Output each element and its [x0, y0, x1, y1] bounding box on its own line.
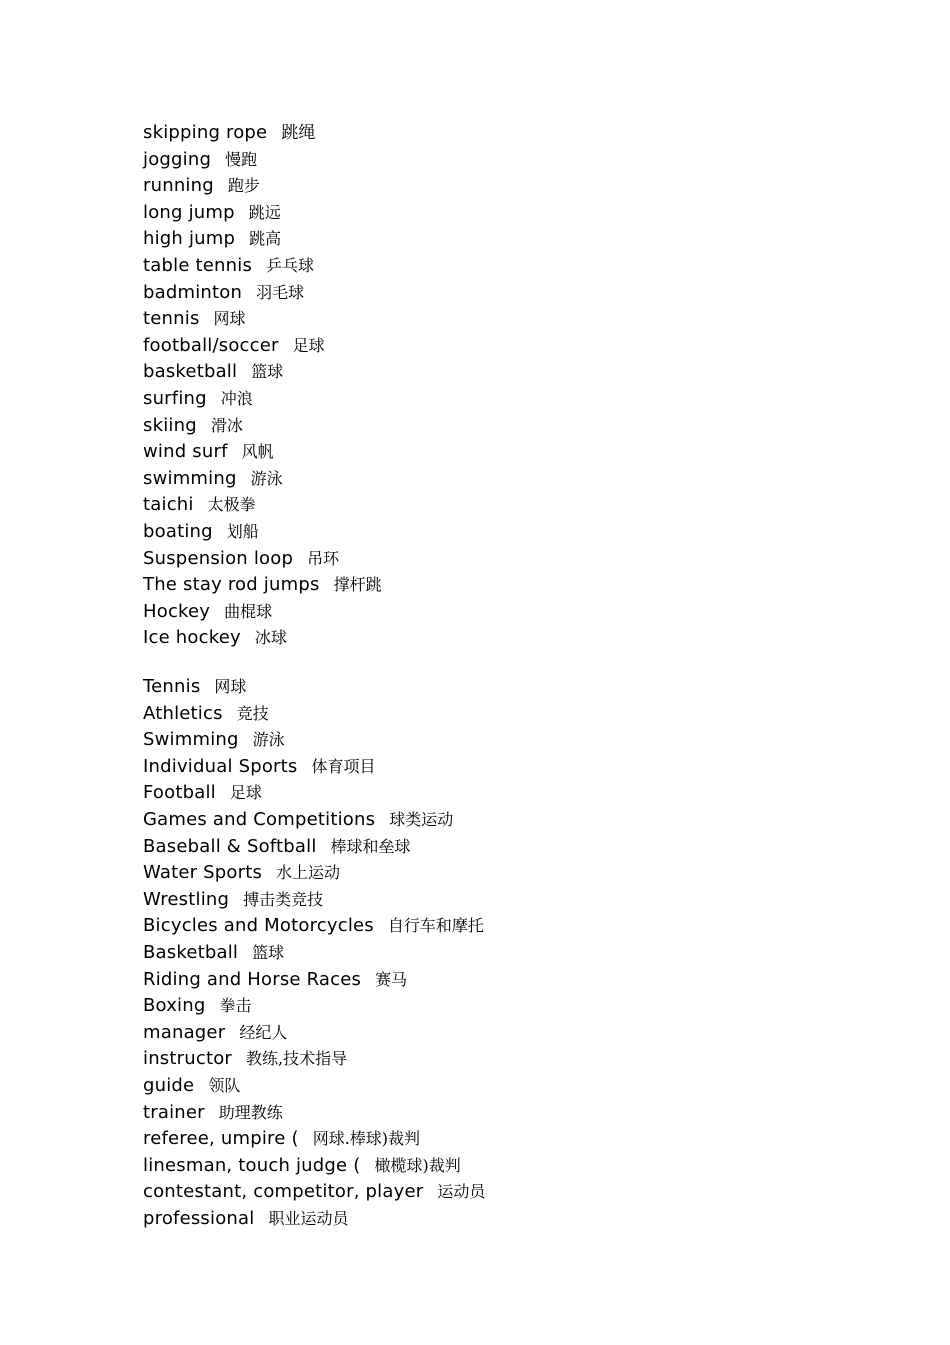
english-term: Hockey [143, 600, 211, 622]
chinese-translation: 滑冰 [210, 415, 243, 435]
english-term: Water Sports [143, 862, 263, 884]
chinese-translation: 冰球 [254, 628, 287, 648]
vocab-entry [143, 332, 382, 359]
chinese-translation: 网球.棒球)裁判 [312, 1129, 421, 1149]
vocab-entry [143, 1019, 485, 1046]
chinese-translation: 游泳 [252, 730, 285, 750]
vocab-entry [143, 545, 382, 572]
english-term: swimming [143, 467, 237, 489]
english-term: running [143, 175, 214, 197]
chinese-translation: 领队 [208, 1075, 241, 1095]
vocab-entry [143, 1045, 485, 1072]
chinese-translation: 经纪人 [239, 1022, 288, 1042]
chinese-translation: 冲浪 [220, 388, 253, 408]
chinese-translation: 划船 [226, 521, 259, 541]
vocab-entry [143, 252, 382, 279]
english-term: basketball [143, 361, 238, 383]
chinese-translation: 网球 [214, 677, 247, 696]
vocab-entry [143, 225, 382, 252]
english-term: Bicycles and Motorcycles [143, 915, 374, 937]
vocab-entry [143, 1178, 485, 1205]
chinese-translation: 曲棍球 [224, 601, 273, 621]
vocab-entry [143, 598, 382, 625]
vocab-entry [143, 966, 485, 993]
chinese-translation: 助理教练 [218, 1102, 283, 1122]
vocab-entry [143, 119, 382, 146]
english-term: Basketball [143, 941, 239, 963]
vocab-entry [143, 779, 485, 806]
chinese-translation: 篮球 [251, 362, 284, 382]
english-term: trainer [143, 1101, 205, 1123]
english-term: Athletics [143, 702, 223, 724]
chinese-translation: 体育项目 [311, 756, 376, 776]
vocab-entry [143, 753, 485, 780]
vocab-entry [143, 172, 382, 199]
vocab-entry [143, 518, 382, 545]
vocab-entry [143, 358, 382, 385]
chinese-translation: 太极拳 [207, 495, 256, 515]
vocab-entry [143, 491, 382, 518]
vocab-entry [143, 700, 485, 727]
english-term: Football [143, 782, 216, 804]
vocabulary-list-categories [143, 673, 485, 1231]
chinese-translation: 跳高 [249, 229, 282, 249]
chinese-translation: 慢跑 [225, 149, 258, 169]
vocabulary-list-general [143, 119, 382, 651]
english-term: professional [143, 1207, 255, 1229]
chinese-translation: 足球 [292, 335, 325, 355]
english-term: contestant, competitor, player [143, 1181, 424, 1203]
chinese-translation: 吊环 [307, 548, 340, 568]
english-term: Games and Competitions [143, 808, 376, 830]
vocab-entry [143, 859, 485, 886]
english-term: Baseball & Softball [143, 835, 317, 857]
english-term: manager [143, 1021, 226, 1043]
english-term: high jump [143, 228, 236, 250]
english-term: table tennis [143, 254, 253, 276]
chinese-translation: 乒乓球 [266, 255, 315, 275]
chinese-translation: 橄榄球)裁判 [374, 1155, 461, 1175]
english-term: Swimming [143, 729, 239, 751]
english-term: instructor [143, 1048, 233, 1070]
chinese-translation: 球类运动 [389, 809, 454, 829]
vocab-entry [143, 992, 485, 1019]
chinese-translation: 跑步 [227, 176, 260, 196]
chinese-translation: 自行车和摩托 [387, 916, 484, 936]
english-term: jogging [143, 148, 212, 170]
vocab-entry [143, 806, 485, 833]
english-term: Individual Sports [143, 755, 298, 777]
vocab-entry [143, 1205, 485, 1232]
english-term: skiing [143, 414, 197, 436]
english-term: Suspension loop [143, 547, 294, 569]
english-term: football/soccer [143, 334, 279, 356]
english-term: linesman, touch judge ( [143, 1154, 361, 1176]
vocab-entry [143, 1099, 485, 1126]
english-term: surfing [143, 387, 207, 409]
english-term: referee, umpire ( [143, 1128, 299, 1150]
chinese-translation: 篮球 [252, 942, 285, 962]
vocab-entry [143, 912, 485, 939]
vocab-entry [143, 571, 382, 598]
vocab-entry [143, 412, 382, 439]
english-term: Tennis [143, 676, 201, 697]
vocab-entry [143, 939, 485, 966]
chinese-translation: 足球 [229, 783, 262, 803]
english-term: Ice hockey [143, 627, 241, 649]
chinese-translation: 水上运动 [276, 863, 341, 883]
english-term: Boxing [143, 995, 206, 1017]
chinese-translation: 赛马 [375, 969, 408, 989]
chinese-translation: 撑杆跳 [333, 575, 382, 595]
vocab-entry [143, 1072, 485, 1099]
vocab-entry [143, 624, 382, 651]
english-term: guide [143, 1074, 195, 1096]
english-term: Riding and Horse Races [143, 968, 362, 990]
english-term: Wrestling [143, 888, 230, 910]
chinese-translation: 教练,技术指导 [246, 1049, 348, 1069]
english-term: The stay rod jumps [143, 574, 320, 596]
chinese-translation: 棒球和垒球 [330, 836, 411, 856]
vocab-entry [143, 199, 382, 226]
english-term: skipping rope [143, 122, 268, 143]
vocab-entry [143, 886, 485, 913]
vocab-entry [143, 1152, 485, 1179]
chinese-translation: 游泳 [250, 468, 283, 488]
chinese-translation: 跳远 [248, 202, 281, 222]
chinese-translation: 拳击 [219, 996, 252, 1016]
english-term: badminton [143, 281, 243, 303]
vocab-entry [143, 438, 382, 465]
english-term: wind surf [143, 441, 228, 463]
chinese-translation: 跳绳 [281, 123, 316, 143]
vocab-entry [143, 305, 382, 332]
english-term: taichi [143, 494, 194, 516]
vocab-entry [143, 673, 485, 700]
chinese-translation: 运动员 [437, 1182, 486, 1202]
chinese-translation: 职业运动员 [268, 1208, 349, 1228]
vocab-entry [143, 465, 382, 492]
vocab-entry [143, 833, 485, 860]
english-term: boating [143, 520, 213, 542]
vocab-entry [143, 385, 382, 412]
vocab-entry [143, 279, 382, 306]
chinese-translation: 羽毛球 [256, 282, 305, 302]
vocab-entry [143, 146, 382, 173]
chinese-translation: 搏击类竞技 [243, 889, 324, 909]
chinese-translation: 风帆 [241, 442, 274, 462]
vocab-entry [143, 1125, 485, 1152]
english-term: tennis [143, 308, 200, 330]
english-term: long jump [143, 201, 235, 223]
vocab-entry [143, 726, 485, 753]
chinese-translation: 竞技 [236, 703, 269, 723]
chinese-translation: 网球 [213, 309, 246, 329]
